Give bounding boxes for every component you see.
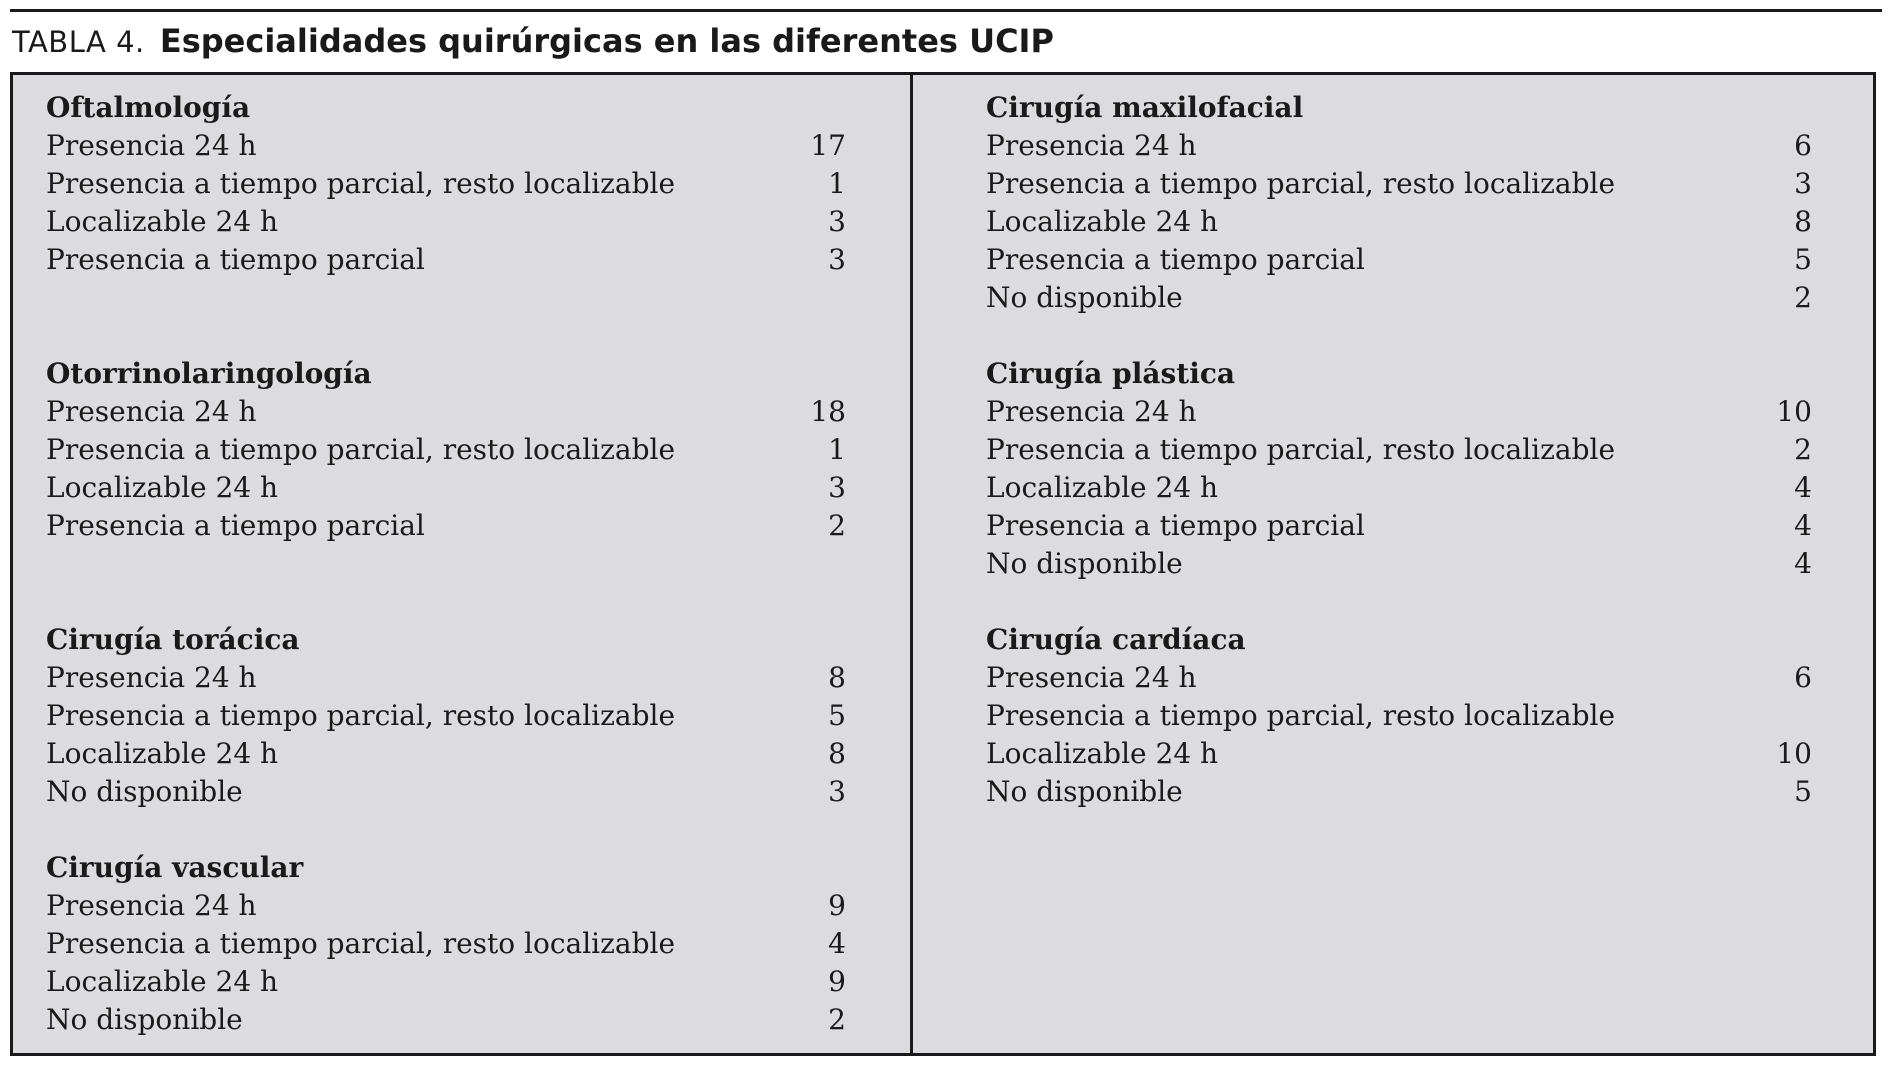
row-value: [1752, 697, 1812, 735]
table-number: TABLA 4.: [12, 25, 145, 59]
row-value: 5: [1794, 243, 1812, 276]
row-label: No disponible: [986, 775, 1183, 808]
row-value: 10: [1776, 395, 1812, 428]
section-heading: Cirugía vascular: [46, 851, 304, 884]
row-value: 6: [1794, 129, 1812, 162]
table-row: [46, 1001, 846, 1039]
table-row: [46, 203, 846, 241]
section-cirugia-maxilofacial: [986, 89, 1812, 317]
row-value: 3: [828, 205, 846, 238]
table-row: [986, 241, 1812, 279]
table-row: [986, 469, 1812, 507]
table-title: Especialidades quirúrgicas en las diferentes UCIP: [159, 22, 1054, 60]
table-row: [986, 279, 1812, 317]
section-heading: Cirugía maxilofacial: [986, 91, 1304, 124]
row-value: 3: [1794, 167, 1812, 200]
row-label: Presencia a tiempo parcial, resto localizable: [986, 699, 1616, 732]
row-label: Presencia a tiempo parcial, resto localizable: [46, 927, 676, 960]
table-row: [986, 165, 1812, 203]
row-value: 6: [1794, 661, 1812, 694]
right-column: [986, 89, 1812, 811]
row-value: 9: [828, 889, 846, 922]
row-value: 8: [1794, 205, 1812, 238]
row-label: Presencia 24 h: [46, 661, 257, 694]
table-row: [46, 165, 846, 203]
table-row: [986, 735, 1812, 773]
row-label: Localizable 24 h: [46, 965, 279, 998]
table-row: [986, 393, 1812, 431]
table-row: [46, 469, 846, 507]
section-heading: Oftalmología: [46, 91, 251, 124]
table-row: [46, 697, 846, 735]
row-value: 2: [1794, 433, 1812, 466]
table-row: [986, 697, 1812, 735]
section-heading: Cirugía torácica: [46, 623, 300, 656]
table-row: [986, 431, 1812, 469]
section-cirugia-cardiaca: [986, 621, 1812, 811]
section-heading: Cirugía cardíaca: [986, 623, 1246, 656]
row-label: Presencia a tiempo parcial, resto localizable: [986, 433, 1616, 466]
table-row: [986, 507, 1812, 545]
row-label: Presencia a tiempo parcial, resto localizable: [46, 167, 676, 200]
row-value: 5: [1794, 775, 1812, 808]
table-row: [46, 659, 846, 697]
table-row: [46, 925, 846, 963]
section-otorrinolaringologia: [46, 355, 846, 545]
table-panel: [10, 72, 1876, 1056]
row-value: 18: [810, 395, 846, 428]
table-row: [46, 127, 846, 165]
spacer: [46, 279, 846, 355]
row-value: 4: [1794, 471, 1812, 504]
row-label: No disponible: [46, 1003, 243, 1036]
row-label: Localizable 24 h: [46, 737, 279, 770]
row-label: No disponible: [46, 775, 243, 808]
spacer: [46, 545, 846, 621]
table-row: [986, 545, 1812, 583]
row-label: Presencia 24 h: [986, 395, 1197, 428]
row-label: Presencia 24 h: [986, 661, 1197, 694]
row-value: 9: [828, 965, 846, 998]
column-divider: [910, 75, 913, 1053]
section-heading: Otorrinolaringología: [46, 357, 372, 390]
table-row: [46, 963, 846, 1001]
row-label: Presencia 24 h: [46, 889, 257, 922]
table-row: [46, 735, 846, 773]
table-caption: [12, 16, 1054, 66]
row-label: Presencia a tiempo parcial: [46, 243, 425, 276]
spacer: [986, 317, 1812, 355]
row-value: 3: [828, 775, 846, 808]
row-value: 3: [828, 471, 846, 504]
row-label: Localizable 24 h: [986, 205, 1219, 238]
row-value: 8: [828, 737, 846, 770]
table-row: [46, 431, 846, 469]
table-row: [46, 507, 846, 545]
row-label: Presencia a tiempo parcial: [986, 243, 1365, 276]
row-value: 5: [828, 699, 846, 732]
spacer: [46, 811, 846, 849]
row-label: Presencia a tiempo parcial, resto localizable: [46, 699, 676, 732]
row-label: Presencia 24 h: [986, 129, 1197, 162]
spacer: [986, 583, 1812, 621]
section-oftalmologia: [46, 89, 846, 279]
table-row: [986, 203, 1812, 241]
row-label: Localizable 24 h: [46, 471, 279, 504]
table-row: [46, 241, 846, 279]
row-label: Localizable 24 h: [986, 737, 1219, 770]
row-label: Presencia 24 h: [46, 129, 257, 162]
row-value: 4: [1794, 509, 1812, 542]
row-value: 4: [828, 927, 846, 960]
row-label: No disponible: [986, 547, 1183, 580]
table-row: [46, 887, 846, 925]
section-cirugia-plastica: [986, 355, 1812, 583]
row-label: Presencia a tiempo parcial: [986, 509, 1365, 542]
row-label: Presencia a tiempo parcial, resto localizable: [986, 167, 1616, 200]
table-row: [986, 127, 1812, 165]
section-cirugia-toracica: [46, 621, 846, 811]
section-heading: Cirugía plástica: [986, 357, 1236, 390]
row-value: 1: [828, 433, 846, 466]
row-label: No disponible: [986, 281, 1183, 314]
section-cirugia-vascular: [46, 849, 846, 1039]
row-value: 1: [828, 167, 846, 200]
row-label: Presencia a tiempo parcial, resto localizable: [46, 433, 676, 466]
row-value: 8: [828, 661, 846, 694]
row-label: Localizable 24 h: [46, 205, 279, 238]
top-rule: [10, 9, 1882, 12]
row-value: 17: [810, 129, 846, 162]
table-row: [986, 773, 1812, 811]
table-row: [986, 659, 1812, 697]
row-value: 3: [828, 243, 846, 276]
row-value: 10: [1776, 737, 1812, 770]
row-label: Localizable 24 h: [986, 471, 1219, 504]
row-value: 2: [828, 1003, 846, 1036]
row-value: 4: [1794, 547, 1812, 580]
row-label: Presencia a tiempo parcial: [46, 509, 425, 542]
left-column: [46, 89, 846, 1039]
table-row: [46, 393, 846, 431]
row-value: 2: [828, 509, 846, 542]
row-label: Presencia 24 h: [46, 395, 257, 428]
row-value: 2: [1794, 281, 1812, 314]
table-row: [46, 773, 846, 811]
